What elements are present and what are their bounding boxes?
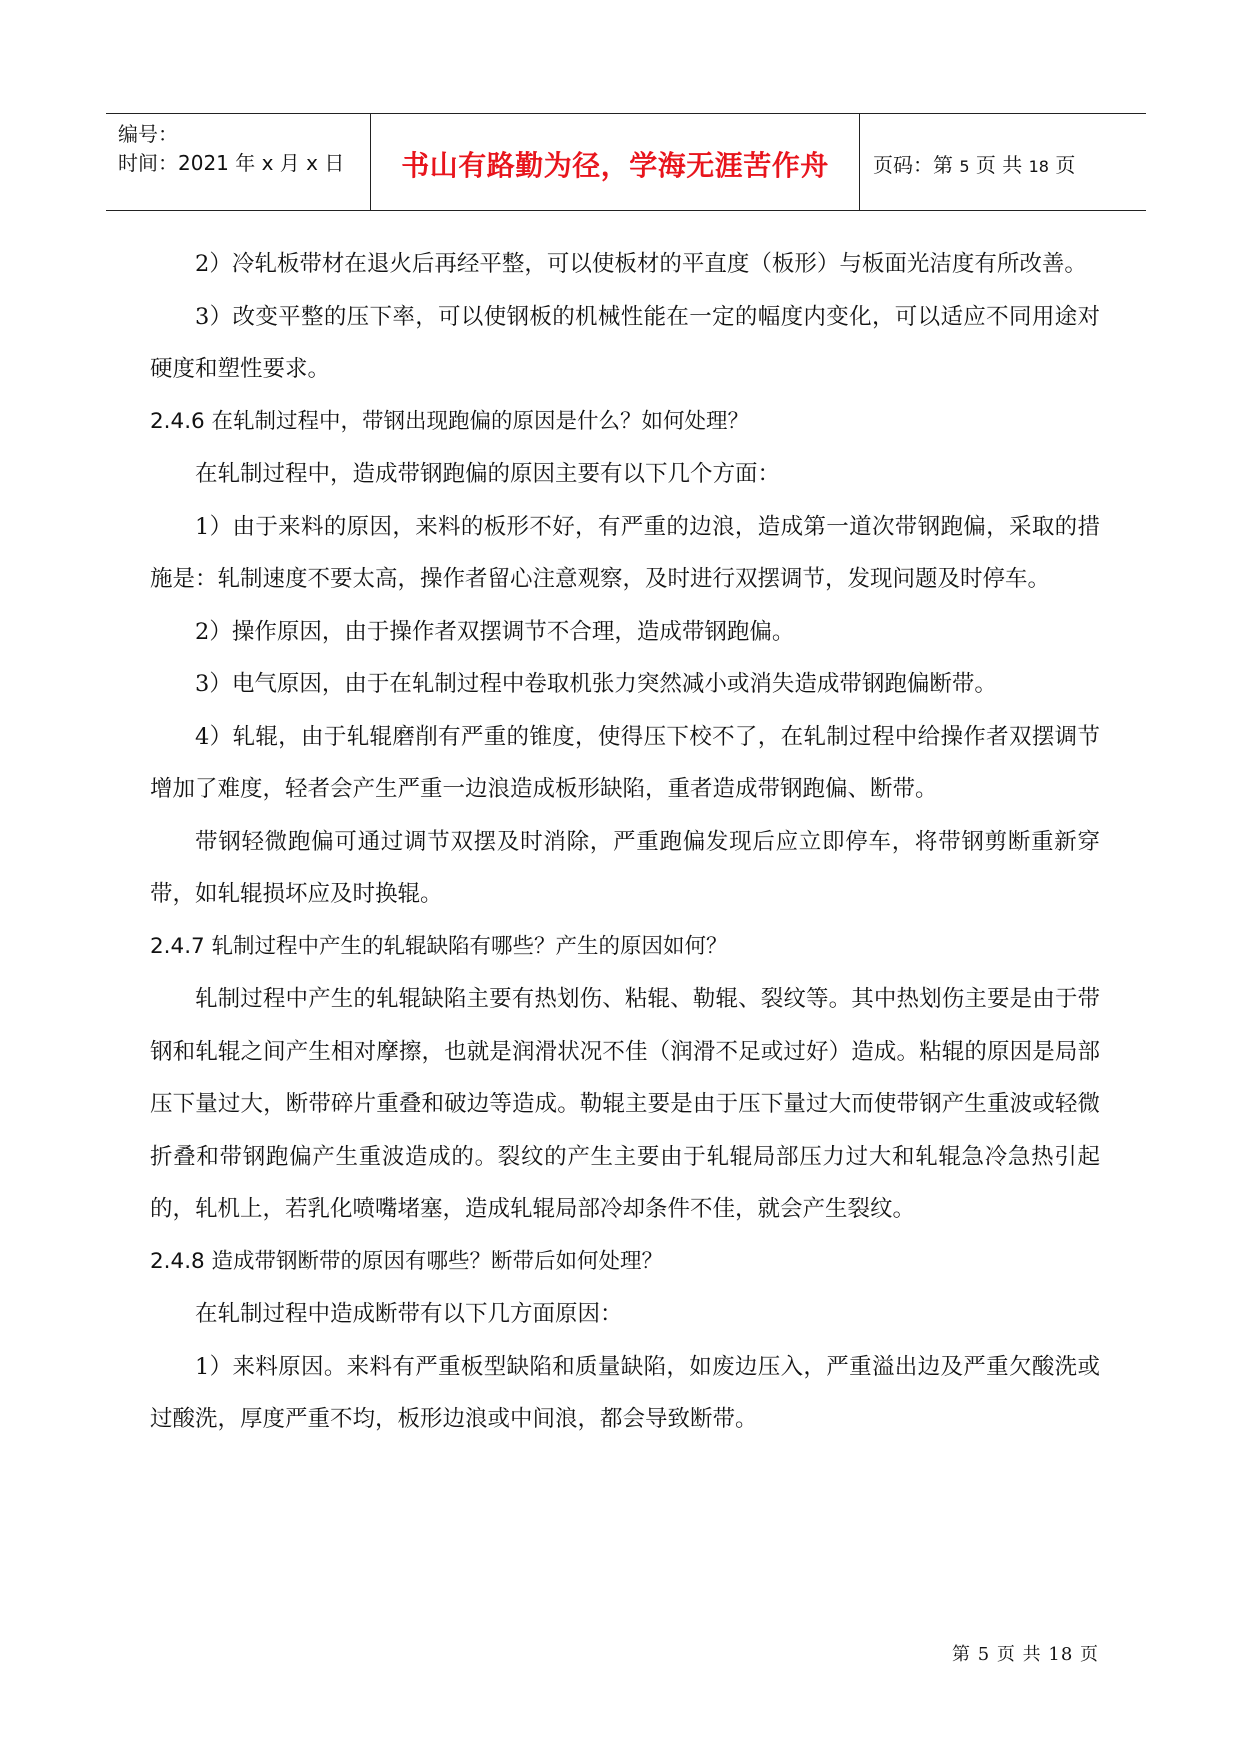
- page-total: 18: [1028, 157, 1049, 176]
- document-number-label: 编号：: [118, 122, 178, 146]
- page-mid-label: 页 共: [975, 153, 1023, 177]
- paragraph: 1）由于来料的原因，来料的板形不好，有严重的边浪，造成第一道次带钢跑偏，采取的措施是：轧制速度不要太高，操作者留心注意观察，及时进行双摆调节，发现问题及时停车。: [150, 513, 1100, 592]
- document-body: [150, 238, 1100, 1446]
- page-label: 页码：第: [873, 153, 953, 177]
- paragraph: 1）来料原因。来料有严重板型缺陷和质量缺陷，如废边压入，严重溢出边及严重欠酸洗或过酸洗，厚度严重不均，板形边浪或中间浪，都会导致断带。: [150, 1353, 1100, 1432]
- section-heading: 2.4.7 轧制过程中产生的轧辊缺陷有哪些？产生的原因如何？: [150, 933, 728, 959]
- paragraph: 2）冷轧板带材在退火后再经平整，可以使板材的平直度（板形）与板面光洁度有所改善。: [195, 251, 1087, 277]
- paragraph: 轧制过程中产生的轧辊缺陷主要有热划伤、粘辊、勒辊、裂纹等。其中热划伤主要是由于带钢和轧辊之间产生相对摩擦，也就是润滑状况不佳（润滑不足或过好）造成。粘辊的原因是局部压下量过大，断带碎片重叠和破边等造成。勒辊主要是由于压下量过大而使带钢产生重波或轻微折叠和带钢跑偏产生重波造成的。裂纹的产生主要由于轧辊局部压力过大和轧辊急冷急热引起的，轧机上，若乳化喷嘴堵塞，造成轧辊局部冷却条件不佳，就会产生裂纹。: [150, 986, 1100, 1222]
- paragraph: 在轧制过程中造成断带有以下几方面原因：: [195, 1301, 623, 1327]
- document-header: [106, 113, 1146, 211]
- page-footer: 第 5 页 共 18 页: [952, 1644, 1099, 1665]
- section-heading: 2.4.6 在轧制过程中，带钢出现跑偏的原因是什么？如何处理？: [150, 408, 750, 434]
- header-page-indicator: [873, 149, 1075, 178]
- section-heading: 2.4.8 造成带钢断带的原因有哪些？断带后如何处理？: [150, 1248, 664, 1274]
- header-motto-cell: [370, 114, 860, 210]
- document-time-label: 时间：2021 年 x 月 x 日: [118, 151, 345, 175]
- header-motto: 书山有路勤为径，学海无涯苦作舟: [401, 149, 829, 182]
- header-page-cell: [859, 114, 1146, 210]
- page-current: 5: [959, 157, 970, 176]
- header-info-cell: [106, 114, 370, 210]
- paragraph: 3）电气原因，由于在轧制过程中卷取机张力突然减小或消失造成带钢跑偏断带。: [195, 671, 997, 697]
- paragraph: 2）操作原因，由于操作者双摆调节不合理，造成带钢跑偏。: [195, 618, 795, 645]
- paragraph: 4）轧辊，由于轧辊磨削有严重的锥度，使得压下校不了，在轧制过程中给操作者双摆调节增加了难度，轻者会产生严重一边浪造成板形缺陷，重者造成带钢跑偏、断带。: [150, 723, 1100, 802]
- paragraph: 3）改变平整的压下率，可以使钢板的机械性能在一定的幅度内变化，可以适应不同用途对硬度和塑性要求。: [150, 303, 1100, 382]
- page-end-label: 页: [1055, 153, 1076, 177]
- paragraph: 带钢轻微跑偏可通过调节双摆及时消除，严重跑偏发现后应立即停车，将带钢剪断重新穿带，如轧辊损坏应及时换辊。: [150, 828, 1100, 907]
- paragraph: 在轧制过程中，造成带钢跑偏的原因主要有以下几个方面：: [195, 461, 781, 487]
